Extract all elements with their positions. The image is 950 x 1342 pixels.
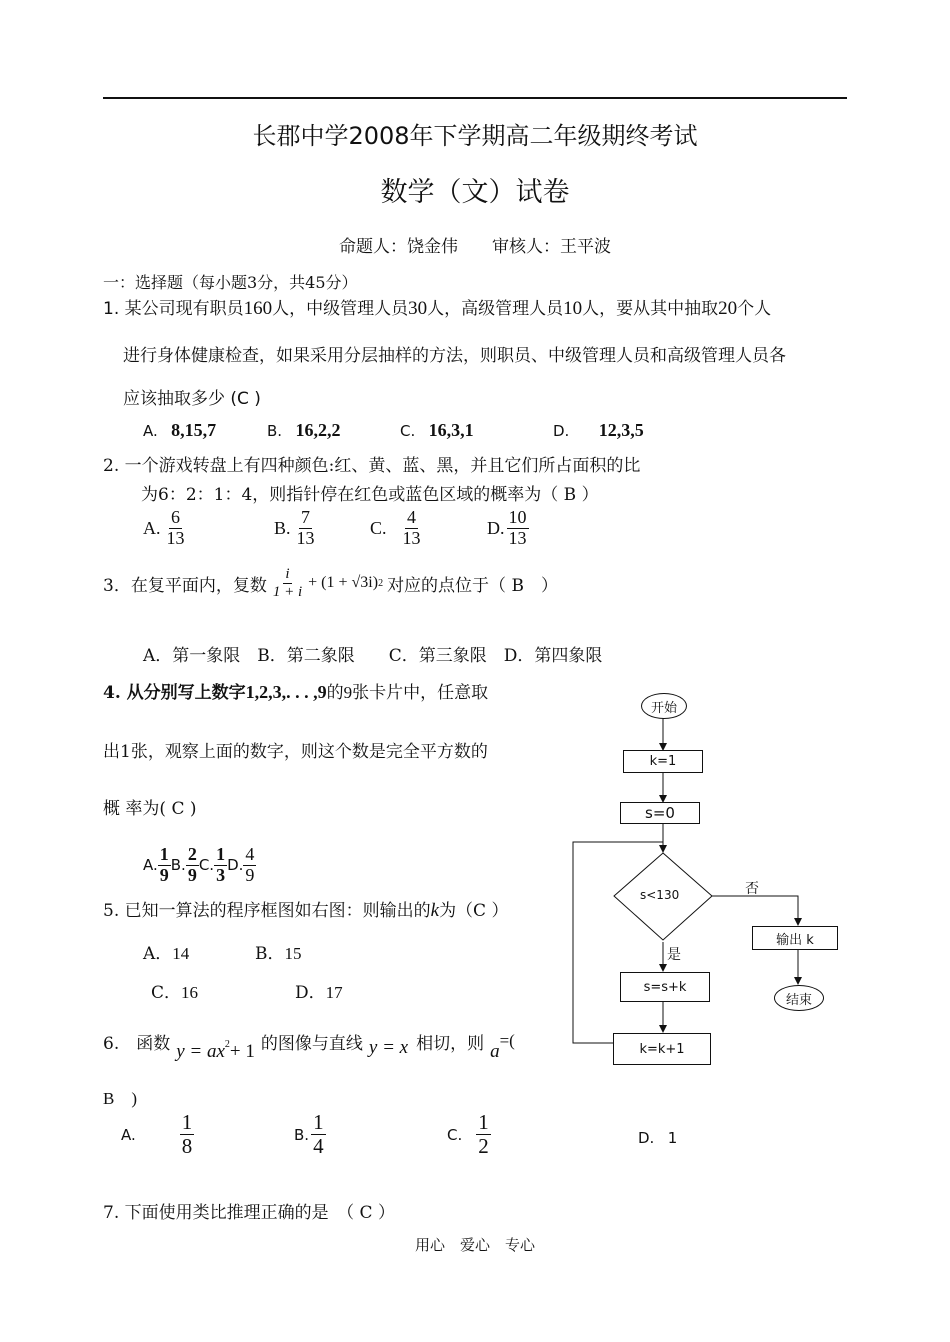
q2-option-a-label: A. (143, 517, 161, 538)
q1-line2: 进行身体健康检查，如果采用分层抽样的方法，则职员、中级管理人员和高级管理人员各 (123, 346, 786, 366)
flowchart-update-k: k=k+1 (613, 1033, 711, 1065)
q2-option-c-den: 13 (402, 527, 421, 548)
q6-option-c-label: C. (447, 1125, 463, 1144)
q4-line1e: 张卡片中，任意取 (352, 683, 489, 703)
q3-line (103, 566, 558, 600)
q5-option-d (295, 978, 343, 1003)
q6-option-a-num: 1 (181, 1110, 193, 1134)
q3-prefix: 3．在复平面内，复数 (103, 575, 267, 596)
q4-line1 (103, 678, 488, 703)
flowchart-end: 结束 (774, 985, 824, 1011)
q2-option-b (274, 508, 317, 549)
q1-option-a-label: A. (143, 422, 158, 440)
q5-suffix: 为（C ） (439, 901, 509, 921)
q1-n4: 20 (718, 298, 738, 319)
q4-line3: 概 率为( C ) (103, 799, 197, 819)
q2-line1: 2. 一个游戏转盘上有四种颜色:红、黄、蓝、黑，并且它们所占面积的比 (103, 456, 641, 476)
section-heading: 一：选择题（每小题3分，共45分） (103, 273, 358, 292)
q1-option-d-value: 12,3,5 (598, 420, 644, 440)
q6-eq2: y = x (368, 1037, 409, 1058)
q4-line1b: 1,2,3,. . . ,9 (245, 682, 327, 702)
q6-prefix: 6. 函数 (103, 1034, 171, 1054)
q1-option-d-label: D. (553, 422, 570, 440)
q4-options (143, 845, 256, 886)
q4-line1a: 4. 从分别写上数字 (103, 683, 246, 703)
q4-line1c: 的 (326, 683, 344, 703)
q4-option-d-label: D. (227, 856, 244, 875)
q3-options: A．第一象限 B．第二象限 C．第三象限 D．第四象限 (143, 646, 603, 666)
q6-mid2: 相切，则 (416, 1034, 485, 1054)
q1-option-a-value: 8,15,7 (171, 420, 217, 440)
q5-option-d-label: D． (295, 983, 326, 1003)
authors-line: 命题人：饶金伟 审核人：王平波 (339, 237, 611, 257)
q4-option-c-num: 1 (216, 844, 226, 864)
q4-option-d-den: 9 (245, 864, 255, 885)
q6-option-c-num: 1 (478, 1110, 489, 1134)
q2-option-b-num: 7 (301, 507, 311, 527)
q1-n3: 10 (563, 298, 583, 319)
q4-option-b-num: 2 (187, 844, 197, 864)
q5-option-c-value: 16 (181, 983, 199, 1002)
q5-option-b (255, 939, 302, 964)
q2-option-d-label: D. (487, 517, 505, 538)
q6-eq1-tail: + 1 (229, 1041, 255, 1062)
flowchart-start: 开始 (641, 693, 687, 719)
q2-option-a (143, 508, 187, 549)
q6-option-c (447, 1111, 491, 1158)
flowchart-no-label: 否 (745, 881, 759, 897)
q6-var: a (490, 1041, 500, 1062)
q3-expr: + (1 + √3i) (308, 574, 379, 591)
q6-answer: B ) (103, 1089, 137, 1108)
paper-title: 数学（文）试卷 (380, 177, 570, 208)
q6-option-b (294, 1111, 326, 1158)
q6-option-d-value: 1 (667, 1129, 678, 1147)
q6-eq1: y = ax (176, 1041, 225, 1062)
q2-option-b-label: B. (274, 517, 291, 538)
q1-line3: 应该抽取多少 (C ) (123, 389, 261, 409)
q2-option-d (487, 508, 529, 549)
q1-n2: 30 (408, 298, 428, 319)
q7-line: 7. 下面使用类比推理正确的是 （ C ） (103, 1203, 395, 1223)
flowchart-update-s: s=s+k (620, 972, 710, 1002)
q4-option-b-den: 9 (187, 864, 197, 885)
top-rule (103, 97, 847, 99)
q1-option-c-value: 16,3,1 (428, 420, 474, 440)
flowchart-output: 输出 k (752, 926, 838, 950)
q1-line1 (103, 294, 771, 320)
q6-option-a (121, 1111, 194, 1158)
flowchart-yes-label: 是 (667, 947, 681, 963)
q6-option-a-label: A. (121, 1125, 136, 1144)
q3-suffix: 对应的点位于（ B ） (387, 575, 558, 596)
q5-prefix: 5. 已知一算法的程序框图如右图：则输出的 (103, 901, 431, 921)
q2-option-c-num: 4 (407, 507, 417, 527)
q6-option-b-den: 4 (313, 1134, 324, 1159)
q6-option-d-label: D. (638, 1129, 655, 1147)
q2-line2: 为6：2：1：4，则指针停在红色或蓝色区域的概率为（ B ） (141, 485, 599, 505)
q1-option-b-value: 16,2,2 (295, 420, 341, 440)
q1-option-b (267, 420, 340, 441)
q4-option-a-den: 9 (159, 864, 169, 885)
q4-option-a-num: 1 (159, 844, 169, 864)
q5-option-a-label: A． (143, 944, 173, 964)
q5-option-b-label: B． (255, 944, 285, 964)
q6-option-c-den: 2 (478, 1134, 489, 1159)
q2-option-d-num: 10 (508, 507, 527, 527)
q3-exp: 2 (378, 577, 384, 589)
q5-option-b-value: 15 (284, 944, 302, 963)
q1-t3: 人，要从其中抽取 (582, 299, 719, 319)
q2-option-a-den: 13 (166, 527, 185, 548)
q6-option-a-den: 8 (181, 1134, 193, 1159)
q4-option-c-den: 3 (216, 864, 226, 885)
q1-option-d (553, 420, 644, 441)
flowchart-init-s: s=0 (620, 802, 700, 824)
q6-option-b-label: B. (294, 1125, 310, 1144)
q1-option-c-label: C. (400, 422, 416, 440)
q1-option-c (400, 420, 474, 441)
q4-option-b-label: B. (170, 856, 186, 875)
q5-line (103, 896, 508, 922)
q4-line2: 出1张，观察上面的数字，则这个数是完全平方数的 (103, 742, 488, 762)
q1-t1: 人，中级管理人员 (272, 299, 409, 319)
flowchart-condition: s<130 (640, 888, 680, 902)
q4-line1d: 9 (343, 683, 353, 702)
q3-frac-num: i (285, 566, 290, 582)
flowchart (560, 680, 860, 1080)
school-title: 长郡中学2008年下学期高二年级期终考试 (252, 122, 698, 150)
q1-t2: 人，高级管理人员 (427, 299, 564, 319)
q1-option-a (143, 420, 216, 441)
q5-var: k (430, 900, 440, 921)
q2-option-c (370, 508, 423, 549)
q1-prefix: 1. 某公司现有职员 (103, 299, 244, 319)
q3-frac-den: 1 + i (272, 583, 303, 600)
q6-eq1-exp: 2 (224, 1039, 230, 1050)
q6-option-b-num: 1 (313, 1110, 324, 1134)
q6-option-d (638, 1128, 677, 1148)
q1-option-b-label: B. (267, 422, 283, 440)
q4-option-a-label: A. (143, 856, 158, 875)
q4-option-d-num: 4 (245, 844, 255, 864)
q5-option-a (143, 939, 189, 964)
q2-option-c-label: C. (370, 517, 387, 538)
q6-tail: =( (499, 1031, 515, 1050)
q2-option-d-den: 13 (508, 527, 527, 548)
q6-line (103, 1029, 515, 1063)
q2-option-b-den: 13 (296, 527, 315, 548)
q2-option-a-num: 6 (171, 507, 180, 527)
q4-option-c-label: C. (198, 856, 215, 875)
q5-option-d-value: 17 (325, 983, 343, 1002)
q1-n1: 160 (243, 298, 273, 319)
q5-option-a-value: 14 (172, 944, 190, 963)
q5-option-c-label: C． (151, 983, 182, 1003)
flowchart-init-k: k=1 (623, 750, 703, 773)
q6-mid: 的图像与直线 (260, 1034, 363, 1054)
flowchart-connectors (560, 680, 860, 1080)
footer: 用心 爱心 专心 (414, 1236, 535, 1254)
q1-t4: 个人 (737, 299, 772, 319)
q5-option-c (151, 978, 198, 1003)
